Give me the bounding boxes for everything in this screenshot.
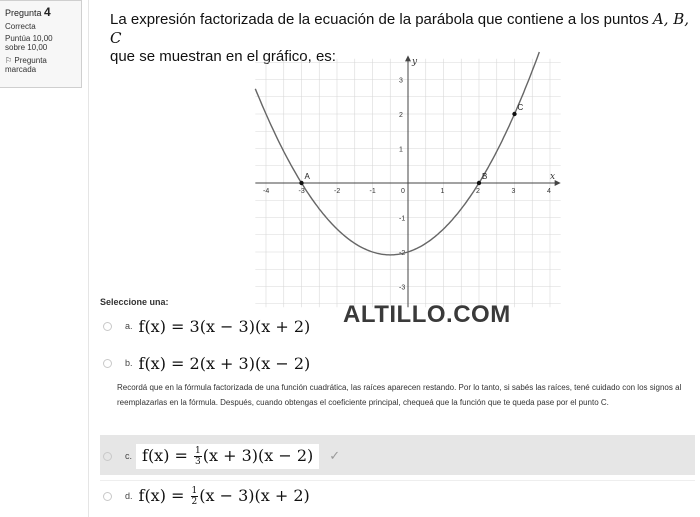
option-a-formula: f(x) = 3(x − 3)(x + 2): [138, 316, 311, 336]
question-number-value: 4: [44, 5, 51, 19]
y-tick-label: 2: [399, 112, 403, 119]
option-d-frac-den: 2: [191, 496, 198, 507]
option-d-letter: d.: [125, 491, 133, 501]
option-b-letter: b.: [125, 358, 133, 368]
x-tick-label: -1: [369, 188, 376, 195]
option-c-suffix: (x + 3)(x − 2): [202, 445, 314, 465]
x-tick-label: 3: [511, 188, 516, 195]
option-c-fraction: [194, 446, 202, 467]
option-b-formula: f(x) = 2(x + 3)(x − 2): [138, 353, 311, 373]
x-axis-label: x: [550, 172, 556, 182]
option-d-prefix: f(x) =: [138, 485, 185, 505]
option-a[interactable]: [103, 311, 310, 341]
question-score: [5, 34, 76, 52]
graph-tick-labels: [263, 78, 551, 292]
select-one-label: Seleccione una:: [100, 297, 169, 307]
graph-points: [299, 103, 523, 185]
watermark: ALTILLO.COM: [343, 301, 511, 328]
flag-question-link[interactable]: [5, 56, 76, 74]
point-label-a: A: [304, 172, 310, 181]
option-c-radio[interactable]: [103, 452, 112, 461]
x-tick-label: 2: [476, 188, 480, 195]
flag-line-2: marcada: [5, 65, 37, 74]
point-a: [299, 181, 303, 185]
question-status: Correcta: [5, 22, 36, 31]
point-label-b: B: [482, 172, 488, 181]
option-d-suffix: (x − 3)(x + 2): [199, 485, 310, 505]
option-c[interactable]: [103, 441, 340, 471]
option-c-prefix: f(x) =: [142, 445, 188, 465]
divider: [88, 0, 89, 517]
option-c-frac-num: 1: [195, 445, 201, 456]
y-axis-label: y: [412, 56, 418, 67]
x-tick-label: -3: [298, 188, 305, 195]
x-tick-label: 4: [547, 188, 551, 195]
y-tick-label: 3: [399, 77, 403, 85]
x-tick-label: -4: [263, 188, 270, 195]
x-axis-arrow: [555, 180, 561, 186]
question-points: A, B, C: [110, 10, 690, 47]
question-text-line-1: La expresión factorizada de la ecuación de la parábola que contiene a los puntos: [110, 11, 649, 28]
x-tick-label: 1: [440, 188, 445, 195]
y-tick-label: -1: [399, 215, 406, 223]
option-b-radio[interactable]: [103, 359, 112, 368]
question-text-line-2: que se muestran en el gráfico, es:: [110, 48, 336, 65]
option-d-fraction: [191, 486, 199, 507]
flag-line-1: Pregunta: [14, 56, 47, 65]
option-b-feedback: Recordá que en la fórmula factorizada de una función cuadrática, las raíces aparecen restando. Por lo tanto, si sabés las raíces, tené cuidado con los signos al reemplazarlas en la fórmula. Después, cuando obtengas el coeficiente principal, chequeá que la función que te queda pase por el punto C.: [117, 383, 682, 407]
x-tick-label: 0: [401, 188, 405, 195]
option-c-formula: [136, 444, 319, 469]
question-info-panel: [0, 0, 82, 88]
checkmark-icon: ✓: [329, 448, 341, 463]
parabola-graph: [248, 55, 558, 292]
y-tick-label: 1: [399, 146, 403, 154]
flag-icon: ⚐: [5, 56, 13, 65]
point-c: [512, 112, 516, 116]
score-line-2: sobre 10,00: [5, 43, 48, 52]
option-c-frac-den: 3: [195, 456, 201, 467]
option-d-radio[interactable]: [103, 492, 112, 501]
option-c-letter: c.: [125, 451, 133, 461]
option-d[interactable]: [103, 481, 310, 511]
option-a-letter: a.: [125, 321, 133, 331]
y-tick-label: -2: [399, 250, 406, 257]
y-tick-label: -3: [399, 284, 406, 292]
option-d-formula: [139, 486, 310, 507]
score-line-1: Puntúa 10,00: [5, 34, 53, 43]
x-tick-label: -2: [334, 188, 341, 195]
point-b: [477, 181, 481, 185]
question-number-label: Pregunta: [5, 8, 42, 18]
question-number: [5, 5, 76, 19]
option-a-radio[interactable]: [103, 322, 112, 331]
option-d-frac-num: 1: [191, 485, 198, 496]
option-b[interactable]: [103, 348, 310, 378]
point-label-c: C: [517, 103, 524, 112]
y-axis-arrow: [405, 55, 411, 61]
